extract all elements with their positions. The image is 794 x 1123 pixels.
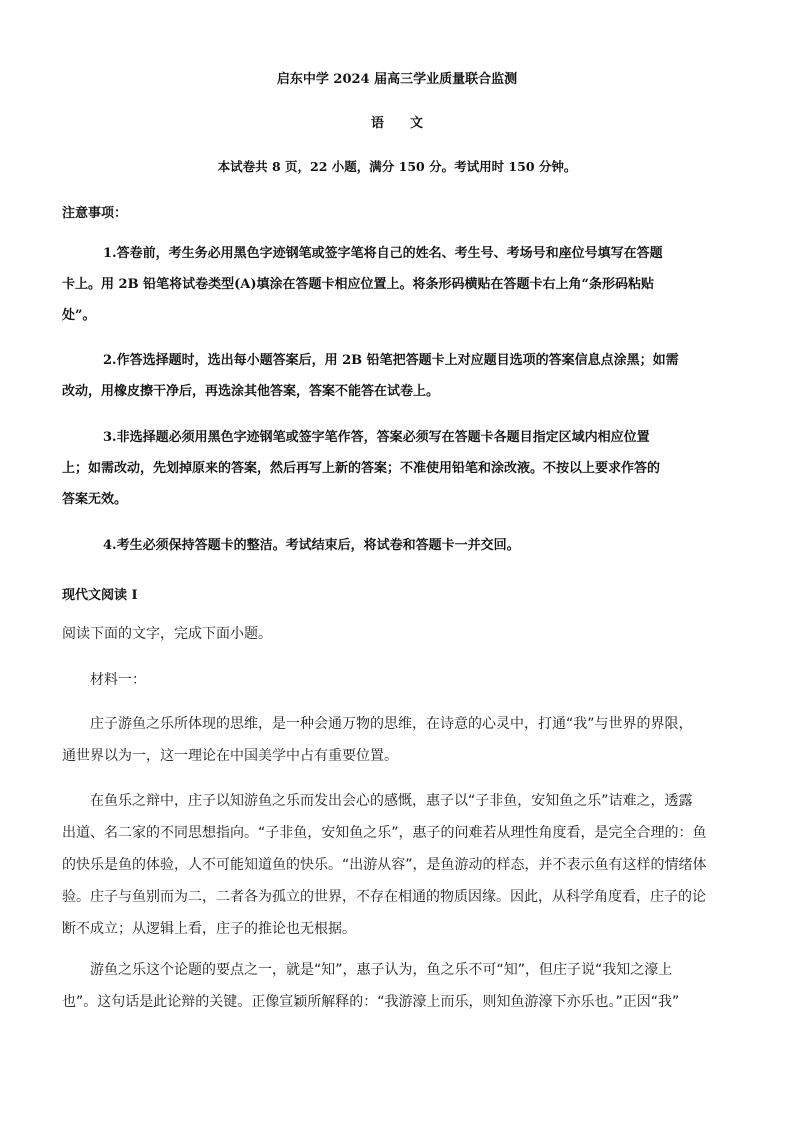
paragraph-line: 在鱼乐之辩中，庄子以知游鱼之乐而发出会心的感慨，惠子以“子非鱼，安知鱼之乐”诘难之，透露 (90, 793, 693, 809)
paragraph-line: 通世界以为一，这一理论在中国美学中占有重要位置。 (62, 748, 398, 764)
paragraph-2 (62, 785, 722, 945)
reading-instruction (62, 618, 722, 650)
material-label: 材料一： (90, 672, 146, 688)
paragraph-line: 庄子游鱼之乐所体现的思维，是一种会通万物的思维，在诗意的心灵中，打通“我”与世界的界限， (90, 716, 693, 732)
paragraph-3 (62, 954, 722, 1018)
exam-meta: 本试卷共 8 页，22 小题，满分 150 分。考试用时 150 分钟。 (217, 159, 577, 174)
instruction-text: 阅读下面的文字，完成下面小题。 (62, 626, 272, 642)
paragraph-line: 的快乐是鱼的体验，人不可能知道鱼的快乐。“出游从容”，是鱼游动的样态，并不表示鱼有这样的情绪体 (62, 857, 707, 873)
paragraph-line: 游鱼之乐这个论题的要点之一，就是“知”，惠子认为，鱼之乐不可“知”，但庄子说“我知之濠上 (90, 962, 673, 978)
notice-item-1 (62, 238, 722, 331)
notice-item-3 (62, 422, 722, 515)
material-label-block (62, 664, 722, 696)
notice-heading: 注意事项： (62, 206, 128, 221)
notice-line: 处”。 (62, 308, 96, 323)
notice-line: 2.作答选择题时，选出每小题答案后，用 2B 铅笔把答题卡上对应题目选项的答案信息点涂黑；如需 (103, 353, 679, 368)
notice-line: 上；如需改动，先划掉原来的答案，然后再写上新的答案；不准使用铅笔和涂改液。不按以上要求作答的 (62, 461, 661, 476)
notice-line: 卡上。用 2B 铅笔将试卷类型(A)填涂在答题卡相应位置上。将条形码横贴在答题卡右上角“条形码粘贴 (62, 277, 654, 292)
paragraph-line: 也”。这句话是此论辩的关键。正像宣颖所解释的：“我游濠上而乐，则知鱼游濠下亦乐也。”正因“我” (62, 994, 680, 1010)
paragraph-line: 验。庄子与鱼别而为二，二者各为孤立的世界，不存在相通的物质因缘。因此，从科学角度看，庄子的论 (62, 889, 706, 905)
notice-item-4 (62, 530, 722, 561)
subject-title: 语文 (370, 116, 449, 131)
notice-line: 3.非选择题必须用黑色字迹钢笔或签字笔作答，答案必须写在答题卡各题目指定区域内相应位置 (103, 430, 650, 445)
paragraph-line: 断不成立；从逻辑上看，庄子的推论也无根据。 (62, 921, 356, 937)
exam-title: 启东中学 2024 届高三学业质量联合监测 (276, 72, 518, 87)
paragraph-1 (62, 708, 722, 772)
notice-line: 答案无效。 (62, 492, 128, 507)
notice-item-2 (62, 345, 722, 407)
paragraph-line: 出道、名二家的不同思想指向。“子非鱼，安知鱼之乐”，惠子的问难若从理性角度看，是完全合理的：鱼 (62, 825, 707, 841)
notice-line: 改动，用橡皮擦干净后，再选涂其他答案，答案不能答在试卷上。 (62, 384, 440, 399)
notice-line: 4.考生必须保持答题卡的整洁。考试结束后，将试卷和答题卡一并交回。 (103, 538, 520, 553)
notice-line: 1.答卷前，考生务必用黑色字迹钢笔或签字笔将自己的姓名、考生号、考场号和座位号填写在答题 (103, 246, 663, 261)
section-title: 现代文阅读 I (62, 588, 138, 603)
